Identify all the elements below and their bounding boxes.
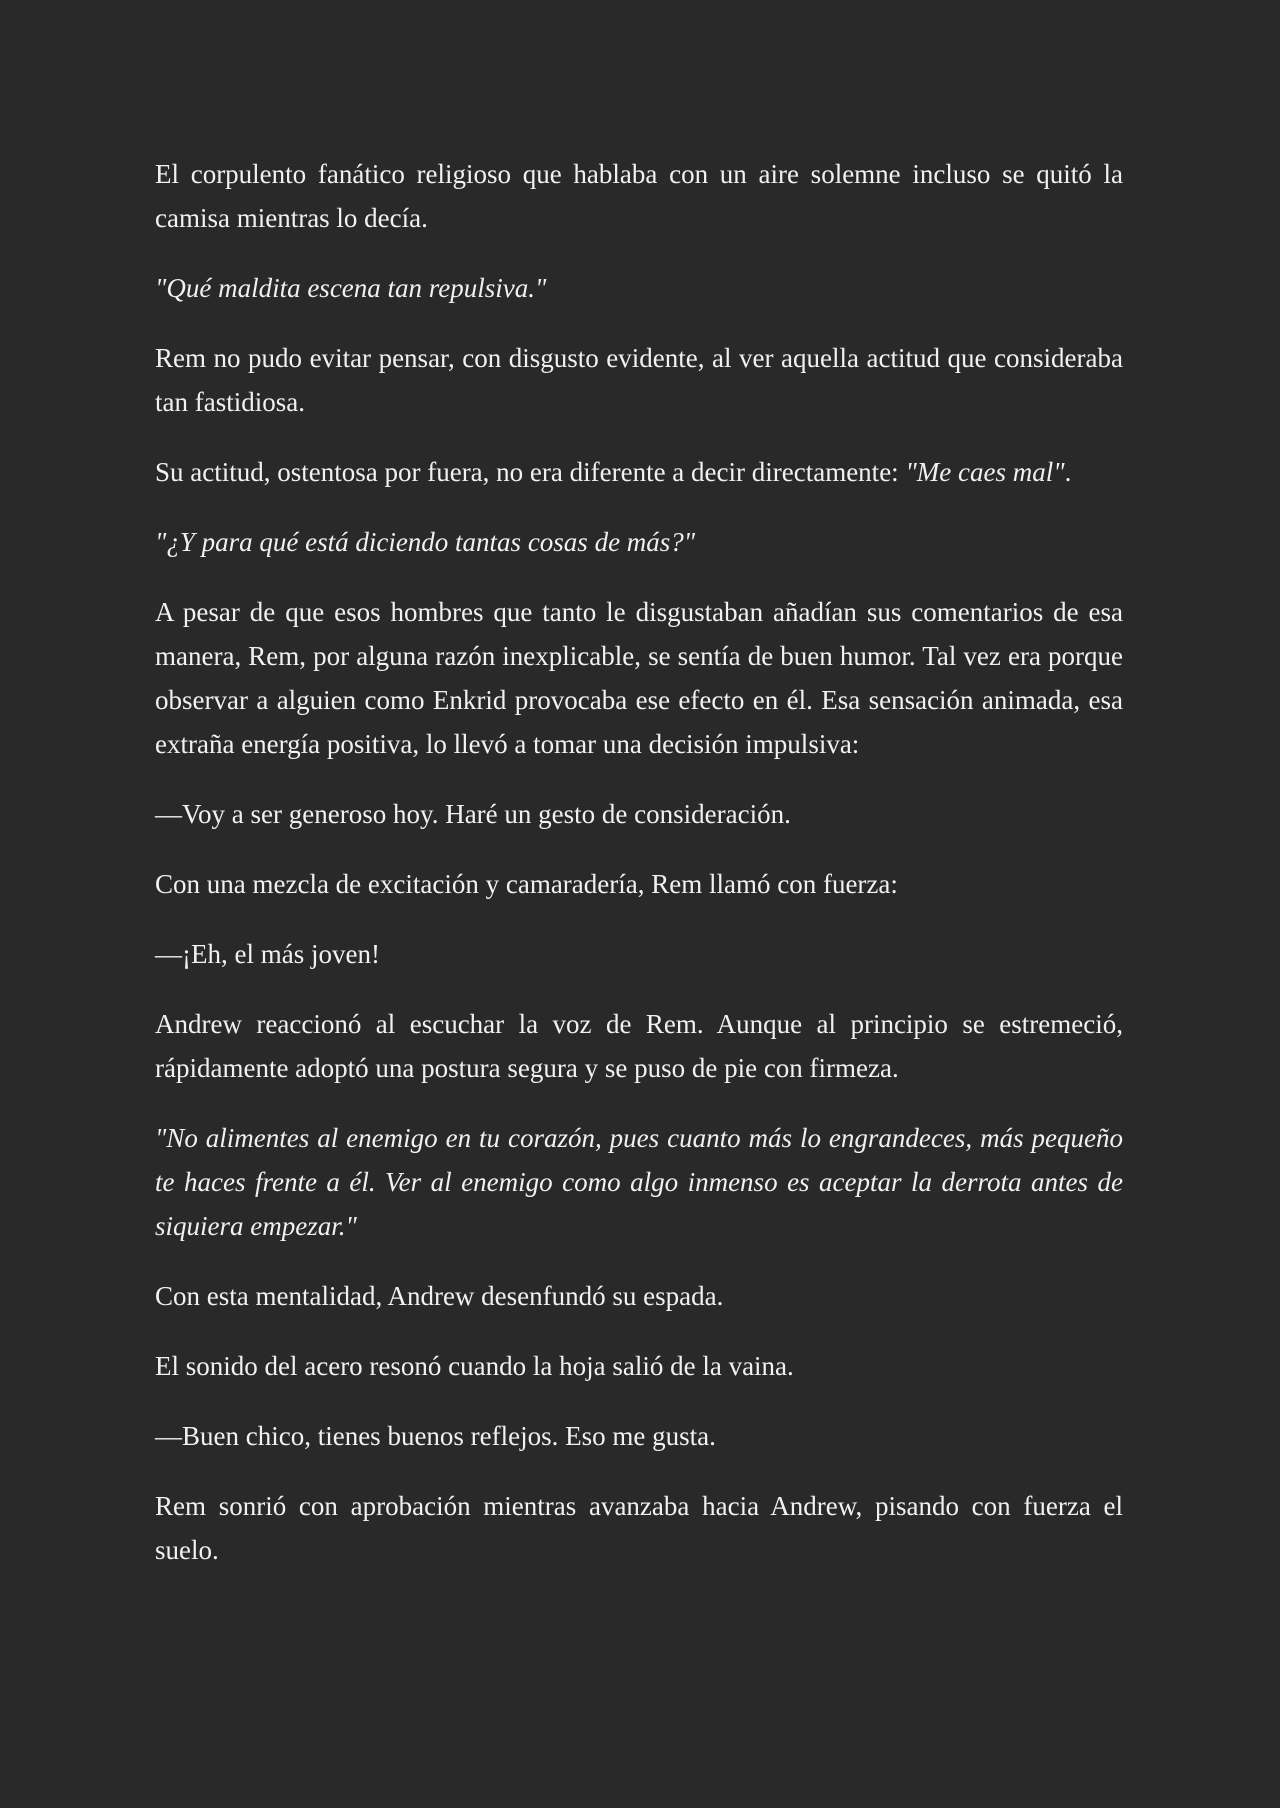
paragraph: El sonido del acero resonó cuando la hoja salió de la vaina.	[155, 1351, 794, 1381]
paragraph: Rem sonrió con aprobación mientras avanzaba hacia Andrew, pisando con fuerza el suelo.	[155, 1491, 1123, 1565]
paragraph: El corpulento fanático religioso que hablaba con un aire solemne incluso se quitó la camisa mientras lo decía.	[155, 159, 1123, 233]
dialogue-paragraph: —Voy a ser generoso hoy. Haré un gesto de consideración.	[155, 799, 791, 829]
paragraph: Con una mezcla de excitación y camaradería, Rem llamó con fuerza:	[155, 869, 898, 899]
paragraph: Rem no pudo evitar pensar, con disgusto evidente, al ver aquella actitud que consideraba tan fastidiosa.	[155, 343, 1123, 417]
dialogue-paragraph: —¡Eh, el más joven!	[155, 939, 380, 969]
paragraph-text: .	[1064, 457, 1072, 487]
paragraph: Andrew reaccionó al escuchar la voz de Rem. Aunque al principio se estremeció, rápidamente adoptó una postura segura y se puso de pie con firmeza.	[155, 1009, 1123, 1083]
paragraph	[155, 450, 1123, 494]
paragraph-text: Su actitud, ostentosa por fuera, no era diferente a decir directamente:	[155, 457, 906, 487]
paragraph: Con esta mentalidad, Andrew desenfundó su espada.	[155, 1281, 724, 1311]
chapter-text	[155, 152, 1123, 1572]
thought-paragraph: "¿Y para qué está diciendo tantas cosas de más?"	[155, 527, 696, 557]
dialogue-paragraph: —Buen chico, tienes buenos reflejos. Eso me gusta.	[155, 1421, 716, 1451]
thought-paragraph: "No alimentes al enemigo en tu corazón, pues cuanto más lo engrandeces, más pequeño te haces frente a él. Ver al enemigo como algo inmenso es aceptar la derrota antes de siquiera empezar."	[155, 1123, 1123, 1241]
quoted-phrase: "Me caes mal"	[905, 457, 1065, 487]
paragraph: A pesar de que esos hombres que tanto le disgustaban añadían sus comentarios de esa manera, Rem, por alguna razón inexplicable, se sentía de buen humor. Tal vez era porque observar a alguien como Enkrid provocaba ese efecto en él. Esa sensación animada, esa extraña energía positiva, lo llevó a tomar una decisión impulsiva:	[155, 597, 1123, 759]
thought-paragraph: "Qué maldita escena tan repulsiva."	[155, 273, 547, 303]
